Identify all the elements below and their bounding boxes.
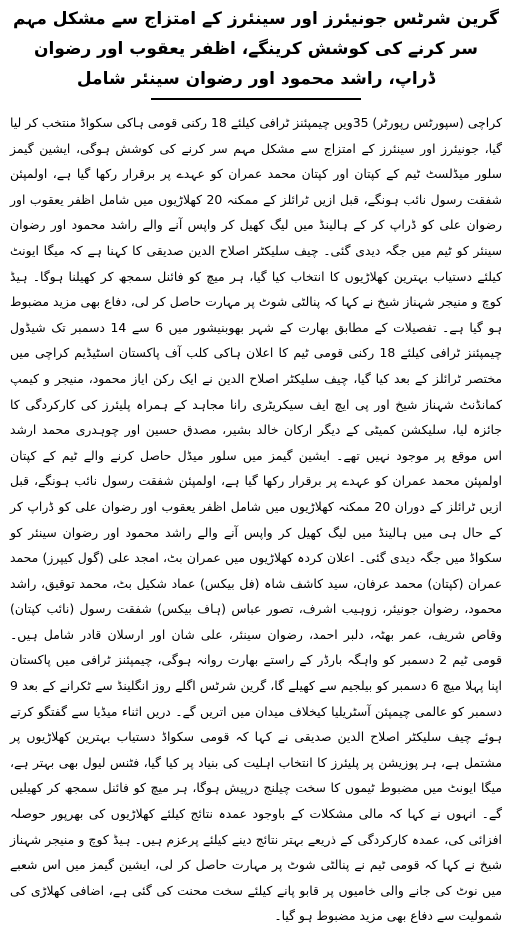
article-body: کراچی (سپورٹس رپورٹر) 35ویں چیمپئنز ٹرافی کیلئے 18 رکنی قومی ہاکی سکواڈ منتخب کر لیا گیا، جونیئرز اور سینئرز کے امتزاج سے مشکل مہم سر کرنے کی کوشش ہوگی، ایشین گیمز سلور میڈلسٹ ٹیم کے کپتان اور کپتان محمد عمران کو عہدے پر برقرار رکھا گیا ہے، اولمپئن شفقت رسول نائب ہونگے، قبل ازیں ٹرائلز کے ممکنہ 20 کھلاڑیوں میں شامل اظفر یعقوب اور رضوان علی کو ڈراپ کر کے ہالینڈ میں لیگ کھیل کر واپس آنے والے راشد محمود اور رضوان سینئر کو ٹیم میں جگہ دیدی گئی۔ چیف سلیکٹر اصلاح الدین صدیقی کا کہنا ہے کہ میگا ایونٹ کیلئے دستیاب بہترین کھلاڑیوں کا انتخاب کیا گیا، ہر میچ کو فائنل سمجھ کر کھیلنا ہوگا۔ ہیڈ کوچ و منیجر شہناز شیخ نے کہا کہ پنالٹی شوٹ پر مہارت حاصل کر لی، دفاع بھی مزید مضبوط ہو گیا ہے۔ تفصیلات کے مطابق بھارت کے شہر بھوبنیشور میں 6 سے 14 دسمبر تک شیڈول چیمپئنز ٹرافی کیلئے 18 رکنی قومی ٹیم کا اعلان ہاکی کلب آف پاکستان اسٹیڈیم کراچی میں مختصر ٹرائلز کے بعد کیا گیا، چیف سلیکٹر اصلاح الدین نے ایک رکن ایاز محمود، منیجر و کیمپ کمانڈنٹ شہناز شیخ اور پی ایچ ایف سیکریٹری رانا مجاہد کے ہمراہ پلیئرز کی کارکردگی کا جائزہ لیا، سلیکشن کمیٹی کے دیگر ارکان خالد بشیر، مصدق حسین اور چوہدری محمد ارشد اس موقع پر موجود نہیں تھے۔ ایشین گیمز میں سلور میڈل حاصل کرنے والے ٹیم کے کپتان اولمپئن محمد عمران کو عہدے پر برقرار رکھا گیا ہے، اولمپئن شفقت رسول نائب ہونگے، قبل ازیں ٹرائلز کے دوران 20 ممکنہ کھلاڑیوں میں شامل اظفر یعقوب اور رضوان علی کو ڈراپ کر کے حال ہی میں ہالینڈ میں لیگ کھیل کر واپس آنے والے راشد محمود اور رضوان سینئر کو سکواڈ میں جگہ دیدی گئی۔ اعلان کردہ کھلاڑیوں میں عمران بٹ، امجد علی (گول کیپرز) محمد عمران (کپتان) محمد عرفان، سید کاشف شاہ (فل بیکس) عماد شکیل بٹ، محمد توقیق، راشد محمود، رضوان جونیئر، زوہیب اشرف، تصور عباس (ہاف بیکس) شفقت رسول (نائب کپتان) وقاص شریف، عمر بھٹہ، دلبر احمد، رضوان سینئر، علی شان اور ارسلان قادر شامل ہیں۔ قومی ٹیم 2 دسمبر کو واہگہ بارڈر کے راستے بھارت روانہ ہوگی، چیمپئنز ٹرافی میں پاکستان اپنا پہلا میچ 6 دسمبر کو بیلجیم سے کھیلے گا، گرین شرٹس اگلے روز انگلینڈ سے ٹکرانے کے بعد 9 دسمبر کو عالمی چیمپئن آسٹریلیا کیخلاف میدان میں اتریں گے۔ دریں اثناء میڈیا سے گفتگو کرتے ہوئے چیف سلیکٹر اصلاح الدین صدیقی نے کہا کہ قومی سکواڈ دستیاب بہترین کھلاڑیوں پر مشتمل ہے، ہر پوزیشن پر پلیئرز کا انتخاب اہلیت کی بنیاد پر کیا گیا، فٹنس لیول بھی بہتر ہے، میگا ایونٹ میں مضبوط ٹیموں کا سخت چیلنج درپیش ہوگا، ہر میچ کو فائنل سمجھ کر کھیلیں گے۔ انہوں نے کہا کہ مالی مشکلات کے باوجود عمدہ نتائج کیلئے کھلاڑیوں کی بھرپور حوصلہ افزائی کی، عمدہ کارکردگی کے ذریعے بہتر نتائج دینے کیلئے پرعزم ہیں۔ ہیڈ کوچ و منیجر شہناز شیخ نے کہا کہ قومی ٹیم نے پنالٹی شوٹ پر مہارت حاصل کر لی، ایشین گیمز میں اس شعبے میں نوٹ کی جانے والی خامیوں پر قابو پانے کیلئے سخت محنت کی گئی ہے، اضافی کھلاڑی کی شمولیت سے دفاع بھی مزید مضبوط ہو گیا۔ [10, 115, 502, 924]
headline-divider [151, 98, 361, 100]
headline: گرین شرٹس جونیئرز اور سینئرز کے امتزاج سے مشکل مہم سر کرنے کی کوشش کرینگے، اظفر یعقوب اور رضوان ڈراپ، راشد محمود اور رضوان سینئر شامل [13, 9, 499, 89]
